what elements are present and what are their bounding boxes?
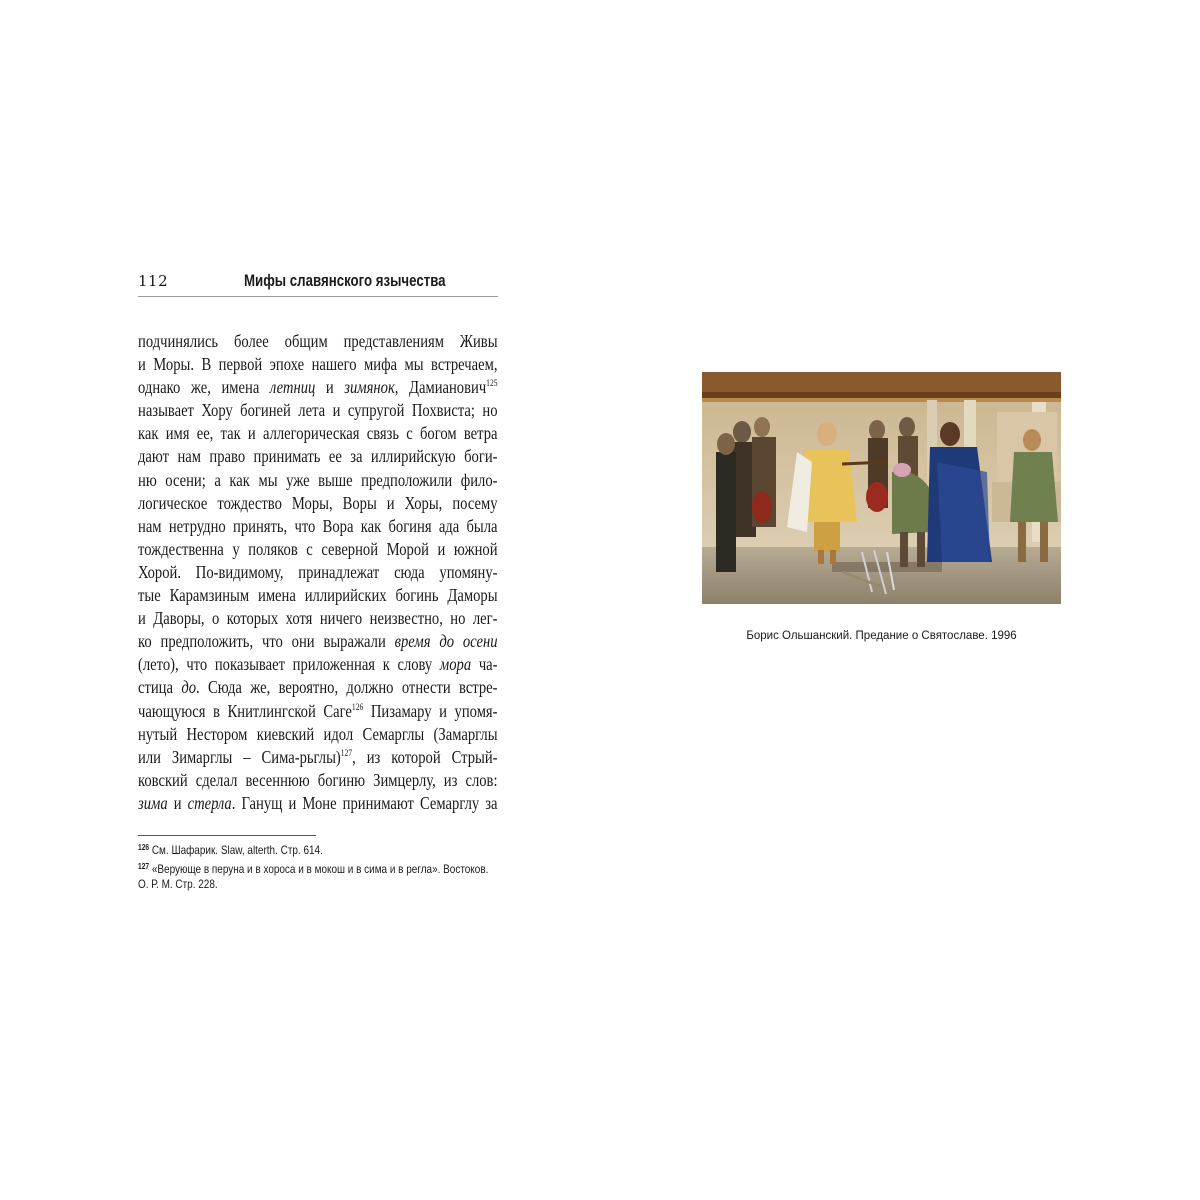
text-line <box>138 492 498 515</box>
text-span: дают нам право принимать ее за иллирийскую боги- <box>138 446 498 467</box>
text-span: ковский сделал весеннюю богиню Зимцерлу, из слов: <box>138 769 498 790</box>
text-span: мора <box>439 654 472 675</box>
text-line <box>138 700 498 723</box>
painting-image <box>702 372 1061 604</box>
text-span: называет Хору богиней лета и супругой Похвиста; но <box>138 400 498 421</box>
footnote-ref: 125 <box>486 378 498 389</box>
text-span: . Ганущ и Моне принимают Семарглу за <box>231 792 498 813</box>
footnotes <box>138 840 498 893</box>
text-line <box>138 330 498 353</box>
page-number: 112 <box>138 272 169 290</box>
text-span: как имя ее, так и аллегорическая связь с богом ветра <box>138 423 498 444</box>
text-line <box>138 676 498 699</box>
text-span: Пизамару и упомя- <box>363 700 498 721</box>
text-line <box>138 469 498 492</box>
text-line <box>138 630 498 653</box>
footnote-rule <box>138 835 316 836</box>
text-span: ню осени; а как мы уже выше предположили фило- <box>138 469 498 490</box>
text-span: зима <box>138 792 168 813</box>
text-line <box>138 746 498 769</box>
text-span: стица <box>138 677 182 698</box>
left-page <box>138 266 498 891</box>
footnote-text: См. Шафарик. Slaw, alterth. Стр. 614. <box>151 843 323 857</box>
text-span: ко предположить, что они выражали <box>138 631 395 652</box>
text-span: логическое тождество Моры, Воры и Хоры, посему <box>138 492 498 513</box>
text-line <box>138 584 498 607</box>
text-line <box>138 769 498 792</box>
text-span: ча- <box>471 654 498 675</box>
text-span: и <box>315 377 345 398</box>
footnote-number: 126 <box>138 843 150 852</box>
text-line <box>138 723 498 746</box>
running-title: Мифы славянского язычества <box>244 271 446 290</box>
footnote-text: «Верующе в перуна и в хороса и в мокош и в сима и в регла». Востоков. <box>151 861 489 876</box>
text-span: нутый Нестором киевский идол Семарглы (Замарглы <box>138 723 498 744</box>
text-span: летниц <box>269 377 316 398</box>
painting-illustration <box>702 372 1061 604</box>
text-span: нам нетрудно принять, что Вора как богиня ада была <box>138 515 498 536</box>
text-span: . Сюда же, вероятно, должно отнести встре- <box>196 677 498 698</box>
text-line <box>138 792 498 815</box>
footnote <box>138 859 498 878</box>
text-span: (лето), что показывает приложенная к слову <box>138 654 440 675</box>
text-span: однако же, имена <box>138 377 270 398</box>
text-span: и Даворы, о которых хотя ничего неизвестно, но лег- <box>138 608 498 629</box>
text-line <box>138 445 498 468</box>
footnote-text: О. Р. М. Стр. 228. <box>138 877 218 891</box>
text-span: Хорой. По-видимому, принадлежат сюда упомяну- <box>138 561 498 582</box>
footnote <box>138 840 498 859</box>
text-line <box>138 561 498 584</box>
text-span: и <box>167 792 188 813</box>
text-span: тые Карамзиным имена иллирийских богинь Даморы <box>138 585 498 606</box>
text-span: подчинялись более общим представлениям Живы <box>138 331 498 351</box>
footnote-number: 127 <box>138 861 150 871</box>
text-line <box>138 422 498 445</box>
text-span: тождественна у поляков с северной Морой и южной <box>138 538 498 559</box>
body-text <box>138 330 498 815</box>
text-line <box>138 607 498 630</box>
text-line <box>138 399 498 422</box>
text-span: время до осени <box>394 631 498 652</box>
text-span: стерла <box>187 792 232 813</box>
footnote-ref: 127 <box>340 747 353 758</box>
text-span: до <box>181 677 197 698</box>
text-span: , Дамианович <box>394 377 487 398</box>
text-span: зимянок <box>344 377 395 398</box>
text-span: чающуюся в Книтлингской Саге <box>138 700 352 721</box>
text-line <box>138 353 498 376</box>
running-head <box>138 266 498 297</box>
text-line <box>138 376 498 399</box>
text-span: , из которой Стрый- <box>352 746 498 767</box>
figure-caption: Борис Ольшанский. Предание о Святославе. 1996 <box>746 630 1017 642</box>
footnote-ref: 126 <box>351 701 364 712</box>
text-line <box>138 515 498 538</box>
text-span: или Зимарглы – Сима-рьглы) <box>138 746 341 767</box>
text-line <box>138 538 498 561</box>
text-line <box>138 653 498 676</box>
text-span: и Моры. В первой эпохе нашего мифа мы встречаем, <box>138 354 498 375</box>
footnote <box>138 877 498 893</box>
